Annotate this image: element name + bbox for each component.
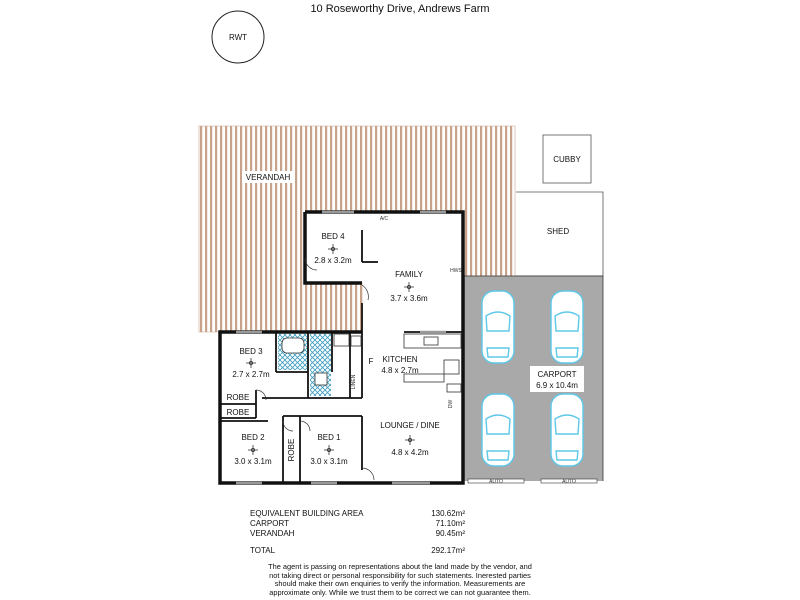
hws-label: HWS <box>450 268 462 274</box>
bed2-size: 3.0 x 3.1m <box>234 457 272 466</box>
linen-label: LINEN <box>351 374 357 390</box>
car-icon <box>482 394 514 466</box>
total-row <box>250 546 465 556</box>
area-value: 71.10m² <box>435 519 465 528</box>
kitchen-name: KITCHEN <box>382 355 418 364</box>
carport-size: 6.9 x 10.4m <box>536 381 578 390</box>
lounge-size: 4.8 x 4.2m <box>391 448 429 457</box>
dw-label: DW <box>448 399 454 409</box>
family-name: FAMILY <box>395 270 423 279</box>
light-icon <box>328 244 338 254</box>
page-title: 10 Roseworthy Drive, Andrews Farm <box>310 3 490 15</box>
auto-door-label: AUTO <box>562 479 576 485</box>
bed2-name: BED 2 <box>241 433 265 442</box>
car-icon <box>482 291 514 363</box>
ac-label: A/C <box>379 216 389 222</box>
light-icon <box>324 445 334 455</box>
disclaimer-line: approximate only. While we trust them to be correct we can not guarantee them. <box>269 587 531 597</box>
total-label: TOTAL <box>250 546 276 555</box>
bed1-name: BED 1 <box>317 433 341 442</box>
light-icon <box>246 358 256 368</box>
robe-label: ROBE <box>226 393 250 402</box>
disclaimer-line: should make their own enquiries to verify the information. Measurements are <box>274 579 526 589</box>
area-row <box>250 509 465 519</box>
robe-label: ROBE <box>226 408 250 417</box>
light-icon <box>404 282 414 292</box>
rainwater-tank <box>212 11 264 63</box>
area-schedule <box>250 509 465 556</box>
area-label: CARPORT <box>250 519 289 528</box>
carport <box>462 276 603 485</box>
bed4-name: BED 4 <box>321 232 345 241</box>
kitchen-size: 4.8 x 2.7m <box>381 366 419 375</box>
shed <box>516 192 603 276</box>
family-size: 3.7 x 3.6m <box>390 294 428 303</box>
carport-name: CARPORT <box>537 370 577 379</box>
auto-door-label: AUTO <box>489 479 503 485</box>
robe-label: ROBE <box>287 438 296 462</box>
light-icon <box>405 435 415 445</box>
disclaimer <box>230 563 570 597</box>
cubby <box>543 135 591 183</box>
area-label: VERANDAH <box>250 529 295 538</box>
disclaimer-line: not taking direct or personal responsibility for such statements. Inerested parties <box>269 570 531 580</box>
total-value: 292.17m² <box>431 546 465 555</box>
area-value: 130.62m² <box>431 509 465 518</box>
bed3-size: 2.7 x 2.7m <box>232 370 270 379</box>
verandah-label: VERANDAH <box>245 173 291 182</box>
car-icon <box>551 291 583 363</box>
lounge-name: LOUNGE / DINE <box>380 421 440 430</box>
bathroom <box>278 334 361 396</box>
cubby-label: CUBBY <box>553 155 581 164</box>
disclaimer-line: The agent is passing on representations about the land made by the vendor, and <box>268 562 532 571</box>
rwt-label: RWT <box>228 33 248 42</box>
fridge-label: F <box>368 357 374 366</box>
area-row <box>250 519 465 529</box>
light-icon <box>248 445 258 455</box>
area-value: 90.45m² <box>435 529 465 538</box>
area-row <box>250 529 465 539</box>
bed3-name: BED 3 <box>239 347 263 356</box>
area-label: EQUIVALENT BUILDING AREA <box>250 509 364 518</box>
bed4-size: 2.8 x 3.2m <box>314 256 352 265</box>
bed1-size: 3.0 x 3.1m <box>310 457 348 466</box>
shed-label: SHED <box>546 227 570 236</box>
car-icon <box>551 394 583 466</box>
